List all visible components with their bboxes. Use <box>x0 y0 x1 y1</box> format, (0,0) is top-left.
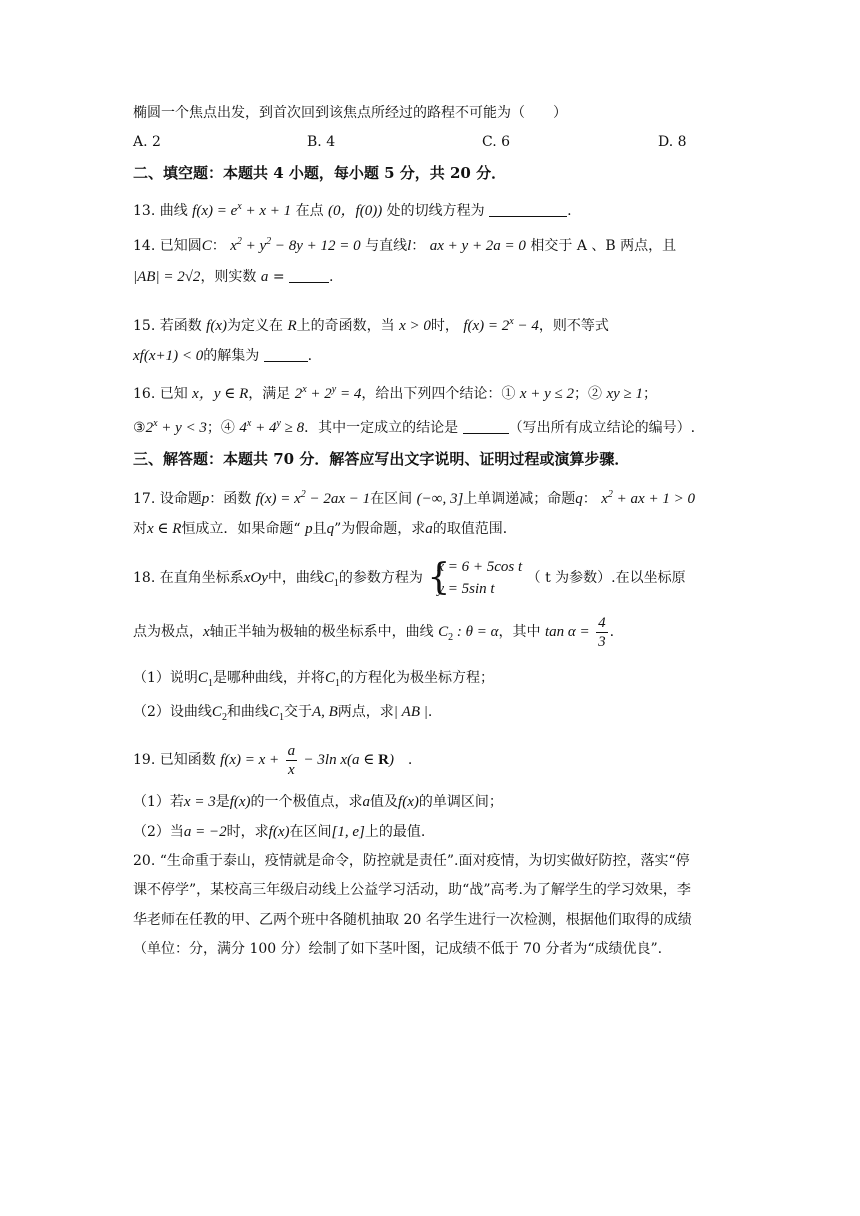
question-15-line-2: xf(x+1) < 0的解集为 . <box>133 348 313 364</box>
question-20-line-3: 华老师在任教的甲、乙两个班中各随机抽取 20 名学生进行一次检测，根据他们取得的成绩 <box>133 912 692 928</box>
question-19-part-1: （1）若x = 3是f(x)的一个极值点，求a值及f(x)的单调区间； <box>133 794 503 810</box>
question-20-line-1: 20. “生命重于泰山，疫情就是命令，防控就是责任”.面对疫情，为切实做好防控，落实“停 <box>133 853 690 869</box>
question-19-part-2: （2）当a = −2时，求f(x)在区间[1, e]上的最值. <box>133 824 426 840</box>
q14-line-eq: ax + y + 2a = 0 <box>429 238 526 254</box>
section-3-heading: 三、解答题：本题共 70 分．解答应写出文字说明、证明过程或演算步骤． <box>133 450 630 468</box>
q13-point: (0，f(0)) <box>328 203 383 219</box>
q18-tan-fraction: $\frac{4}{3}$ <box>598 614 606 650</box>
question-13: 13. 曲线 $f(x) = e^x + x + 1$ 在点 (0，f(0)) 处的切线方程为 . <box>133 201 572 219</box>
q15-function: $f(x) = 2^x - 4$ <box>463 316 539 334</box>
question-17-line-2: 对x ∈ R恒成立．如果命题“ p且q”为假命题，求a的取值范围． <box>133 521 517 537</box>
q13-function: $f(x) = e^x + x + 1$ <box>192 201 292 219</box>
section-2-heading: 二、填空题：本题共 4 小题，每小题 5 分，共 20 分． <box>133 164 507 182</box>
q16-answer-blank <box>463 419 509 434</box>
q15-answer-blank <box>264 347 308 362</box>
q18-parametric-system: { x = 6 + 5cos t y = 5sin t <box>427 557 523 598</box>
option-d: D. 8 <box>658 134 687 150</box>
question-14-line-2: |AB| = 2√2，则实数 a = . <box>133 269 334 285</box>
question-18-line-2: 点为极点，x轴正半轴为极轴的极坐标系中，曲线 $C_2$ : θ = α，其中 tan α = $\frac{4}{3}$ . <box>133 614 615 650</box>
option-b: B. 4 <box>307 134 336 150</box>
question-19: 19. 已知函数 f(x) = x + $\frac{a}{x}$ − 3ln x(a ∈ R) . <box>133 742 413 778</box>
q14-ab-length: |AB| = 2√2 <box>133 269 201 285</box>
q12-options <box>133 134 733 154</box>
question-16-line-2: $③2^x + y < 3$；④ $4^x + 4^y \ge 8$．其中一定成立的结论是 （写出所有成立结论的编号）. <box>133 418 696 436</box>
question-18-line-1: 18. 在直角坐标系xOy中，曲线$C_1$的参数方程为 { x = 6 + 5cos t y = 5sin t （ t 为参数）.在以坐标原 <box>133 557 686 598</box>
question-20-line-2: 课不停学”，某校高三年级启动线上公益学习活动，助“战”高考.为了解学生的学习效果，李 <box>133 882 691 898</box>
q14-circle-eq: $x^2 + y^2 - 8y + 12 = 0$ <box>230 236 361 254</box>
option-c: C. 6 <box>482 134 511 150</box>
q12-continuation: 椭圆一个焦点出发，到首次回到该焦点所经过的路程不可能为（ ） <box>133 105 567 121</box>
question-16-line-1: 16. 已知 x，y ∈ R，满足 $2^x + 2^y = 4$，给出下列四个结论：① x + y ≤ 2；② xy ≥ 1； <box>133 384 658 402</box>
question-17-line-1: 17. 设命题p：函数 $f(x) = x^2 - 2ax - 1$在区间 (−∞, 3]上单调递减；命题q： $x^2$ + ax + 1 > 0 <box>133 489 695 507</box>
q14-answer-blank <box>289 268 329 283</box>
question-18-part-1: （1）说明$C_1$是哪种曲线，并将$C_1$的方程化为极坐标方程； <box>133 670 494 689</box>
question-14-line-1: 14. 已知圆C： $x^2 + y^2 - 8y + 12 = 0$ 与直线l： ax + y + 2a = 0 相交于 A 、B 两点，且 <box>133 236 677 254</box>
question-15-line-1: 15. 若函数 f(x)为定义在 R上的奇函数，当 x > 0时， $f(x) = 2^x - 4$，则不等式 <box>133 316 609 334</box>
question-20-line-4: （单位：分，满分 100 分）绘制了如下茎叶图，记成绩不低于 70 分者为“成绩优良”. <box>133 941 663 957</box>
q15-inequality: xf(x+1) < 0 <box>133 348 204 364</box>
q13-answer-blank <box>489 202 567 217</box>
q19-fraction: $\frac{a}{x}$ <box>287 742 296 778</box>
question-18-part-2: （2）设曲线$C_2$和曲线$C_1$交于A, B两点，求| AB |. <box>133 704 433 723</box>
option-a: A. 2 <box>133 134 161 150</box>
